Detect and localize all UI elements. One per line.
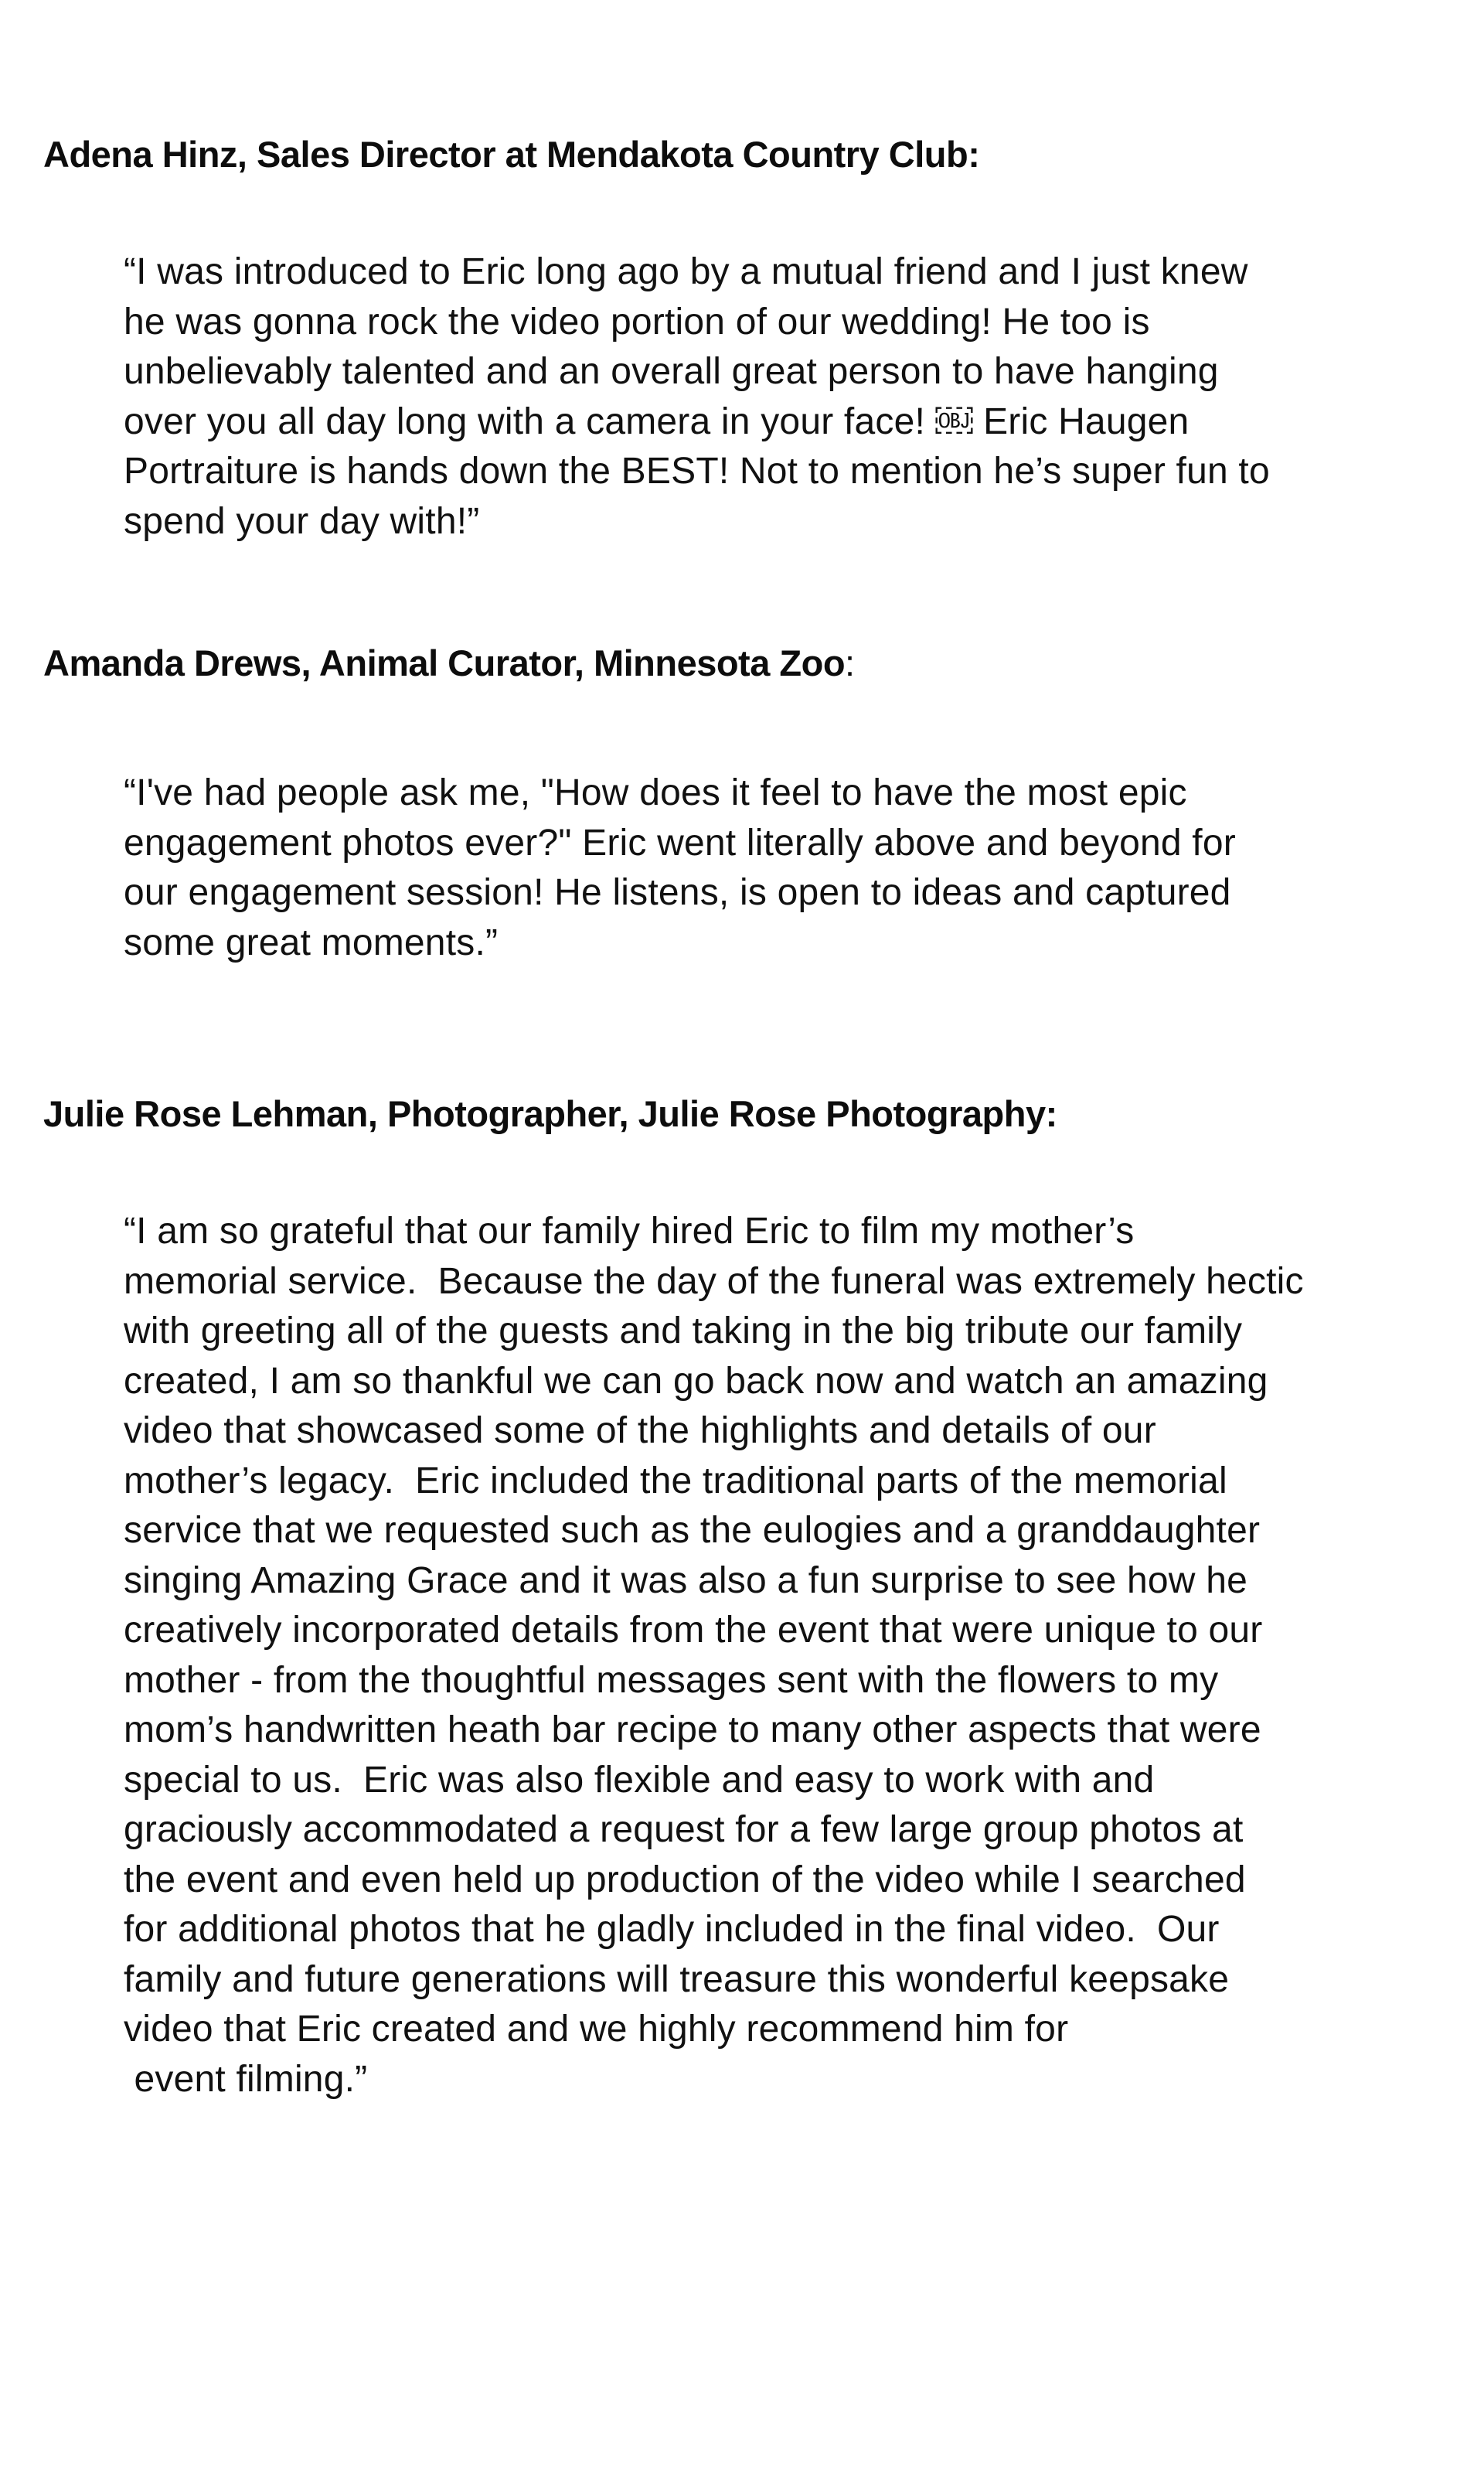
quote-line: unbelievably talented and an overall great person to have hanging — [124, 351, 1219, 392]
testimonial-quote — [124, 247, 1270, 547]
quote-line: created, I am so thankful we can go back now and watch an amazing — [124, 1360, 1268, 1402]
quote-line: special to us. Eric was also flexible and easy to work with and — [124, 1759, 1155, 1801]
quote-line: “I was introduced to Eric long ago by a mutual friend and I just knew — [124, 251, 1248, 292]
quote-line: “I am so grateful that our family hired Eric to film my mother’s — [124, 1211, 1135, 1252]
quote-line: engagement photos ever?" Eric went literally above and beyond for — [124, 822, 1236, 864]
quote-line: with greeting all of the guests and taking in the big tribute our family — [124, 1310, 1243, 1351]
quote-line: he was gonna rock the video portion of our wedding! He too is — [124, 301, 1150, 342]
testimonial-quote — [124, 768, 1236, 968]
quote-line: service that we requested such as the eulogies and a granddaughter — [124, 1510, 1261, 1551]
quote-line: for additional photos that he gladly included in the final video. Our — [124, 1909, 1220, 1950]
quote-line: over you all day long with a camera in your face! ￼ Eric Haugen — [124, 400, 1190, 442]
quote-line: spend your day with!” — [124, 500, 480, 542]
quote-line: singing Amazing Grace and it was also a fun surprise to see how he — [124, 1559, 1247, 1601]
quote-line: event filming.” — [124, 2058, 368, 2100]
quote-line: “I've had people ask me, "How does it feel to have the most epic — [124, 772, 1187, 813]
testimonial-quote — [124, 1207, 1304, 2104]
quote-line: mother - from the thoughtful messages sent with the flowers to my — [124, 1659, 1219, 1701]
testimonial-author: Adena Hinz, Sales Director at Mendakota Country Club: — [43, 134, 980, 175]
quote-line: video that Eric created and we highly recommend him for — [124, 2009, 1069, 2050]
testimonial-author: Amanda Drews, Animal Curator, Minnesota Zoo: — [43, 642, 855, 683]
quote-line: graciously accommodated a request for a few large group photos at — [124, 1809, 1244, 1850]
quote-line: our engagement session! He listens, is open to ideas and captured — [124, 872, 1231, 913]
quote-line: mom’s handwritten heath bar recipe to many other aspects that were — [124, 1709, 1261, 1750]
quote-line: mother’s legacy. Eric included the traditional parts of the memorial — [124, 1460, 1227, 1501]
quote-line: some great moments.” — [124, 922, 499, 963]
quote-line: creatively incorporated details from the event that were unique to our — [124, 1610, 1263, 1651]
quote-line: video that showcased some of the highlights and details of our — [124, 1410, 1156, 1451]
quote-line: Portraiture is hands down the BEST! Not to mention he’s super fun to — [124, 451, 1270, 492]
quote-line: memorial service. Because the day of the funeral was extremely hectic — [124, 1260, 1304, 1302]
testimonial-author: Julie Rose Lehman, Photographer, Julie Rose Photography: — [43, 1093, 1057, 1134]
quote-line: the event and even held up production of the video while I searched — [124, 1859, 1246, 1900]
quote-line: family and future generations will treasure this wonderful keepsake — [124, 1958, 1230, 2000]
